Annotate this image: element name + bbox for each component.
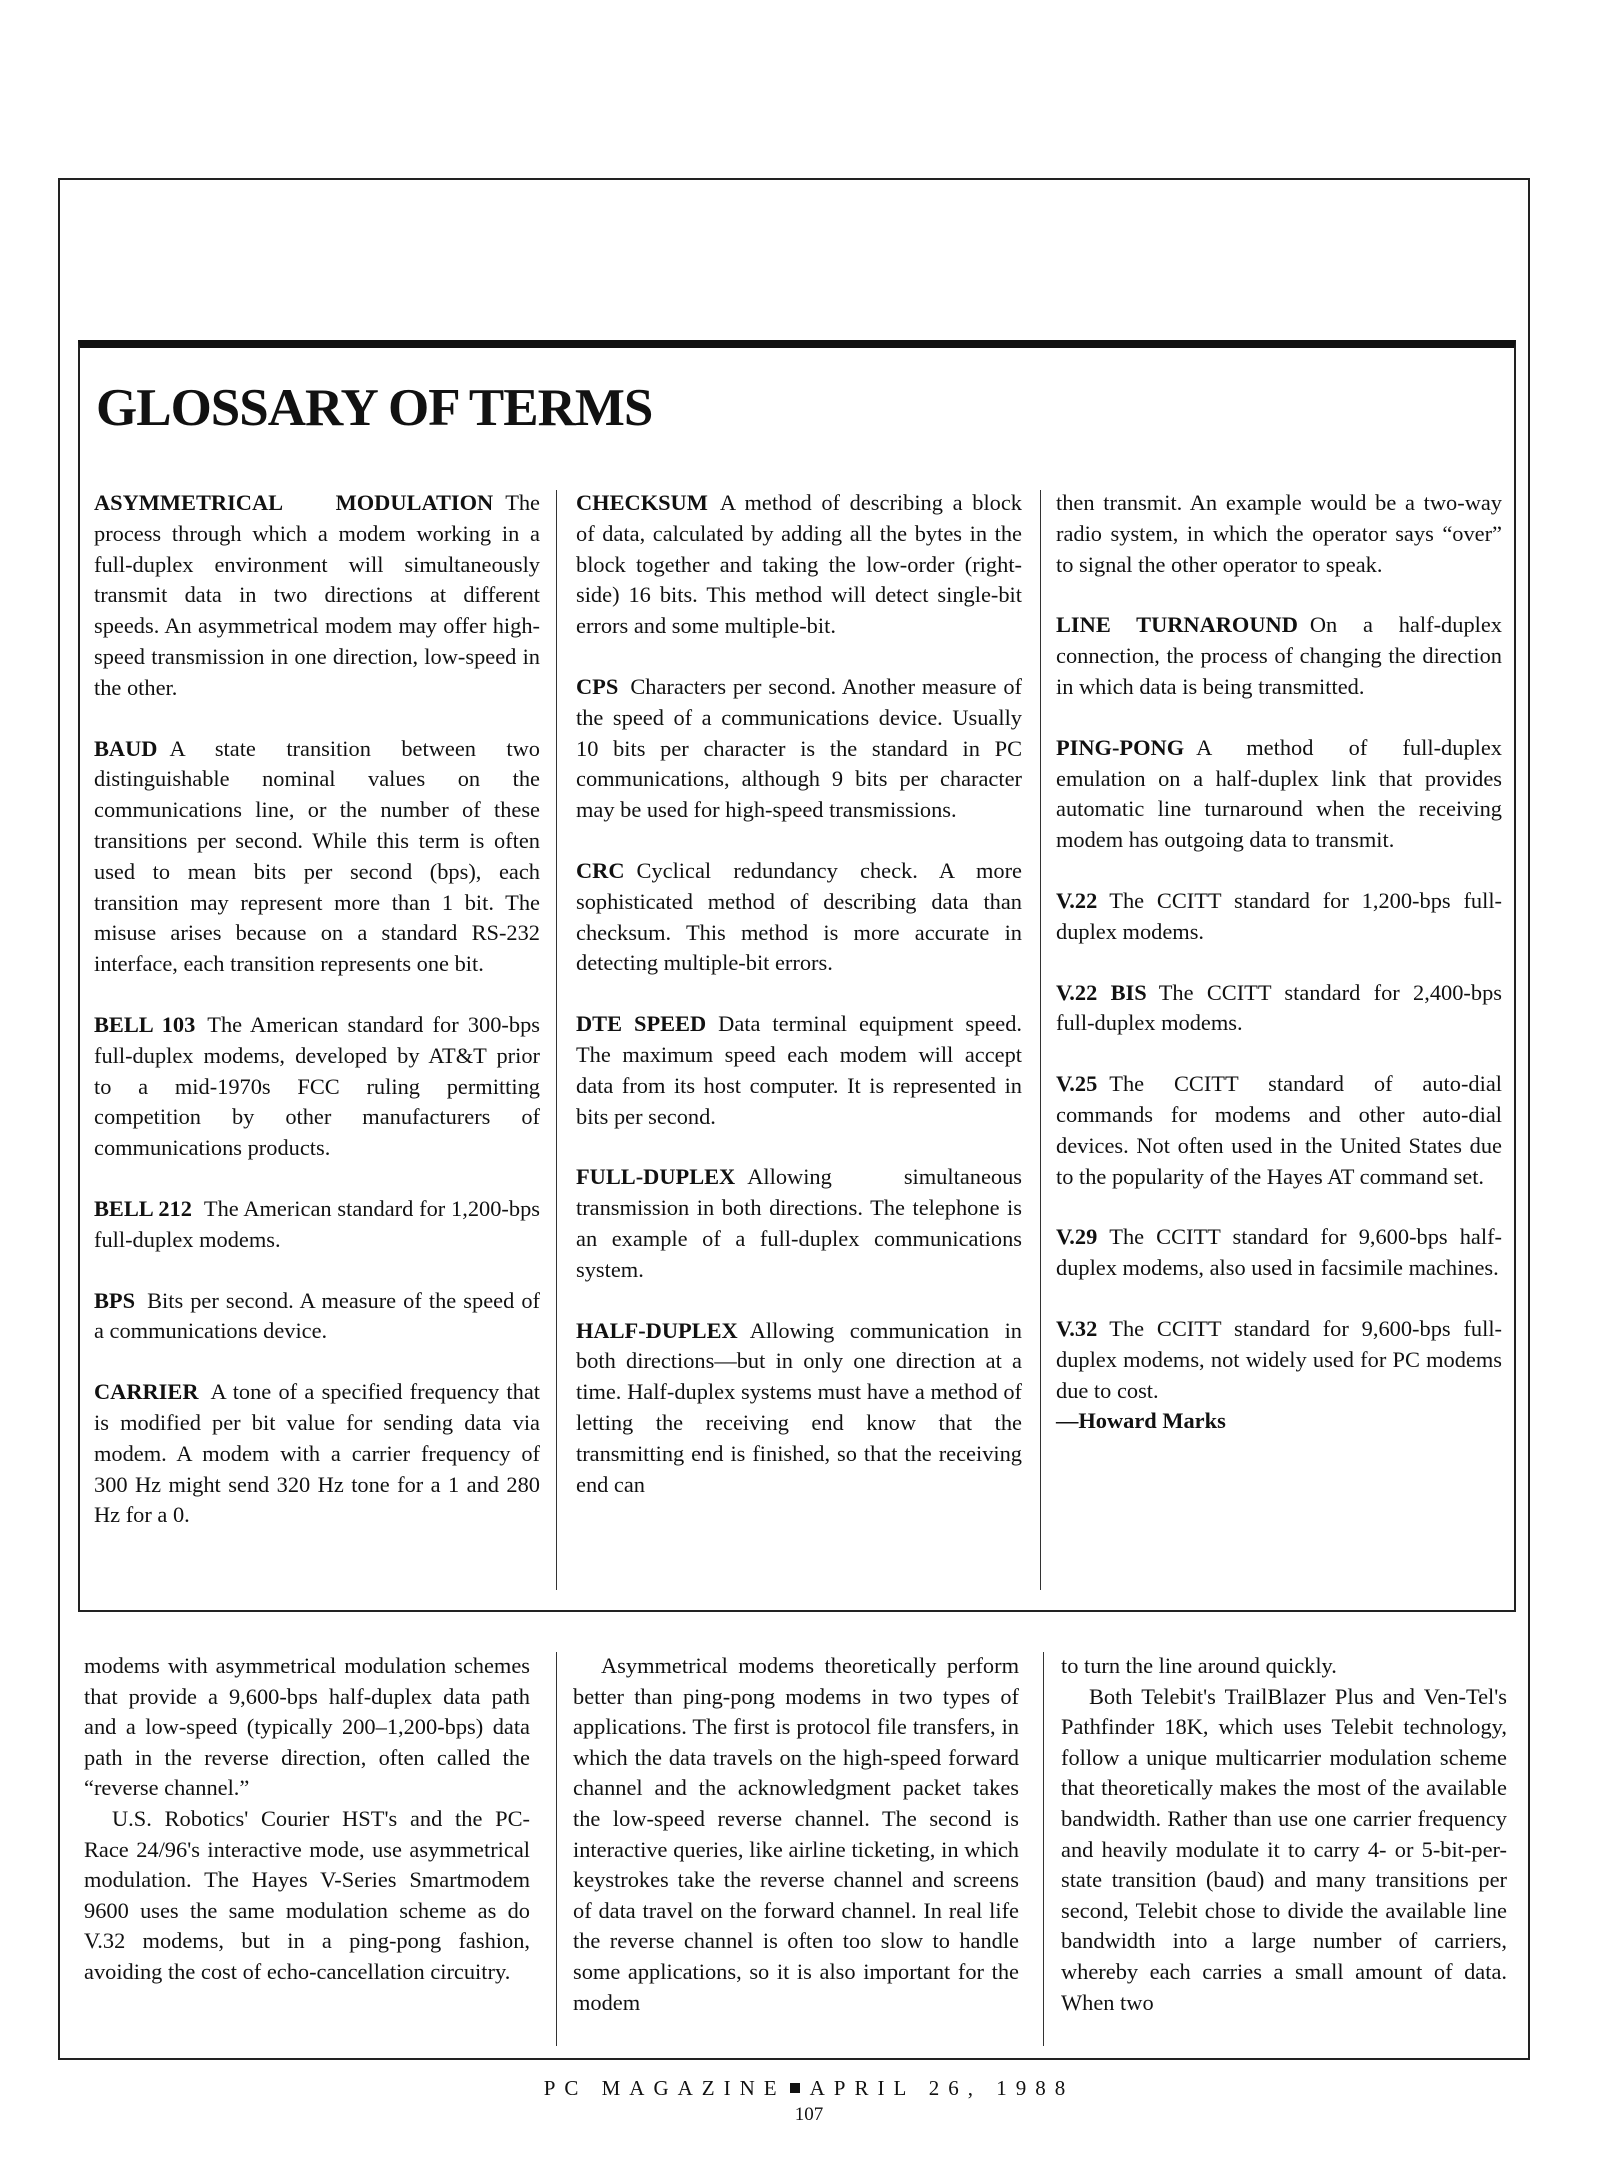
article-column-2 (573, 1651, 1019, 2018)
glossary-term: V.25 (1056, 1071, 1098, 1097)
glossary-definition-continued: then transmit. An example would be a two-way radio system, in which the operator says “over” to signal the other operator to speak. (1056, 490, 1502, 577)
glossary-term: ASYMMETRICAL MODULATION (94, 490, 494, 515)
glossary-column-2 (576, 488, 1022, 1530)
glossary-term: V.29 (1056, 1224, 1098, 1250)
glossary-entry (576, 672, 1022, 826)
glossary-definition: The CCITT standard for 1,200-bps full-duplex modems. (1056, 887, 1502, 944)
glossary-term: BPS (94, 1287, 136, 1313)
glossary-definition: The CCITT standard of auto-dial commands for modems and other auto-dial devices. Not often used in the United States due to the popularity of the Hayes AT command set. (1056, 1071, 1502, 1189)
glossary-term: V.22 BIS (1056, 979, 1147, 1005)
column-divider (556, 1652, 557, 2046)
glossary-term: CRC (576, 857, 625, 883)
glossary-entry (94, 1194, 540, 1256)
glossary-definition: A state transition between two distinguishable nominal values on the communications line, or the number of these transitions per second. While this term is often used to mean bits per second (bps), each transition may represent more than 1 bit. The misuse arises because on a standard RS-232 interface, each transition represents one bit. (94, 735, 540, 977)
glossary-entry (1056, 1314, 1502, 1406)
glossary-entry (94, 488, 540, 704)
glossary-term: LINE TURNAROUND (1056, 612, 1298, 638)
glossary-term: FULL-DUPLEX (576, 1164, 736, 1190)
glossary-entry (1056, 886, 1502, 948)
glossary-definition: The CCITT standard for 9,600-bps half-duplex modems, also used in facsimile machines. (1056, 1224, 1502, 1281)
glossary-term: V.22 (1056, 887, 1098, 913)
column-divider (1043, 1652, 1044, 2046)
column-divider (556, 490, 557, 1590)
glossary-definition: On a half-duplex connection, the process of changing the direction in which data is being transmitted. (1056, 612, 1502, 699)
glossary-term: BAUD (94, 735, 158, 761)
glossary-definition: Cyclical redundancy check. A more sophisticated method of describing data than checksum. This method is more accurate in detecting multiple-bit errors. (576, 857, 1022, 976)
glossary-definition: The process through which a modem working in a full-duplex environment will simultaneously transmit data in two directions at different speeds. An asymmetrical modem may offer high-speed transmission in one direction, low-speed in the other. (94, 490, 540, 700)
glossary-title: GLOSSARY OF TERMS (96, 379, 653, 437)
glossary-term: V.32 (1056, 1315, 1098, 1341)
glossary-definition: Allowing simultaneous transmission in both directions. The telephone is an example of a full-duplex communications system. (576, 1164, 1022, 1282)
glossary-column-3 (1056, 488, 1502, 1437)
bullet-separator-icon (790, 2083, 800, 2093)
glossary-term: BELL 212 (94, 1195, 192, 1221)
article-column-3 (1061, 1651, 1507, 2018)
glossary-entry (576, 1316, 1022, 1501)
glossary-entry (576, 856, 1022, 979)
issue-date: APRIL 26, 1988 (809, 2076, 1075, 2100)
glossary-entry (94, 1377, 540, 1531)
glossary-entry (1056, 978, 1502, 1040)
glossary-entry (576, 1009, 1022, 1132)
glossary-term: CARRIER (94, 1379, 199, 1405)
glossary-entry (94, 1286, 540, 1348)
glossary-definition: A method of full-duplex emulation on a half-duplex link that provides automatic line turnaround when the receiving modem has outgoing data to transmit. (1056, 734, 1502, 853)
glossary-entry (1056, 733, 1502, 856)
glossary-entry (1056, 610, 1502, 702)
glossary-entry (576, 1162, 1022, 1285)
glossary-definition: A method of describing a block of data, calculated by adding all the bytes in the block together and taking the low-order (right-side) 16 bits. This method will detect single-bit errors and some multiple-bit. (576, 490, 1022, 639)
glossary-term: DTE SPEED (576, 1011, 707, 1037)
glossary-definition: The CCITT standard for 2,400-bps full-duplex modems. (1056, 979, 1502, 1036)
glossary-entry (1056, 1222, 1502, 1284)
glossary-entry (1056, 1069, 1502, 1192)
page-footer (0, 2076, 1618, 2101)
glossary-definition: The CCITT standard for 9,600-bps full-duplex modems, not widely used for PC modems due to cost. (1056, 1315, 1502, 1403)
article-paragraph: Asymmetrical modems theoretically perform better than ping-pong modems in two types of applications. The first is protocol file transfers, in which the data travels on the high-speed forward channel and the acknowledgment packet takes the low-speed reverse channel. The second is interactive queries, like airline ticketing, in which keystrokes take the reverse channel and screens of data travel on the forward channel. In real life the reverse channel is often too slow to handle some applications, so it is also important for the modem (573, 1653, 1019, 2015)
glossary-definition: Characters per second. Another measure of the speed of a communications device. Usually 10 bits per character is the standard in PC communications, although 9 bits per character may be used for high-speed transmissions. (576, 673, 1022, 823)
glossary-term: BELL 103 (94, 1011, 196, 1037)
article-paragraph: U.S. Robotics' Courier HST's and the PC-Race 24/96's interactive mode, use asymmetrical modulation. The Hayes V-Series Smartmodem 9600 uses the same modulation scheme as do V.32 modems, but in a ping-pong fashion, avoiding the cost of echo-cancellation circuitry. (84, 1805, 530, 1984)
page-number: 107 (794, 2104, 824, 2125)
glossary-column-1 (94, 488, 540, 1561)
glossary-definition: The American standard for 1,200-bps full-duplex modems. (94, 1195, 540, 1252)
glossary-definition: The American standard for 300-bps full-duplex modems, developed by AT&T prior to a mid-1970s FCC ruling permitting competition by other manufacturers of communications products. (94, 1011, 540, 1161)
glossary-entry (576, 488, 1022, 642)
article-paragraph: Both Telebit's TrailBlazer Plus and Ven-Tel's Pathfinder 18K, which uses Telebit technology, follow a unique multicarrier modulation scheme that theoretically makes the most of the available bandwidth. Rather than use one carrier frequency and heavily modulate it to carry 4- or 5-bit-per-state transition (baud) and many transitions per second, Telebit chose to divide the available line bandwidth into a large number of carriers, whereby each carries a small amount of data. When two (1061, 1683, 1507, 2015)
glossary-term: PING-PONG (1056, 734, 1185, 760)
glossary-term: CPS (576, 673, 619, 699)
article-column-1 (84, 1651, 530, 1988)
article-paragraph: to turn the line around quickly. (1061, 1653, 1337, 1678)
article-paragraph: modems with asymmetrical modulation schemes that provide a 9,600-bps half-duplex data path and a low-speed (typically 200–1,200-bps) data path in the reverse direction, often called the “reverse channel.” (84, 1653, 530, 1801)
magazine-name: PC MAGAZINE (543, 2076, 786, 2100)
author-signature: —Howard Marks (1056, 1408, 1226, 1434)
glossary-definition: A tone of a specified frequency that is modified per bit value for sending data via modem. A modem with a carrier frequency of 300 Hz might send 320 Hz tone for a 1 and 280 Hz for a 0. (94, 1379, 540, 1528)
glossary-definition: Data terminal equipment speed. The maximum speed each modem will accept data from its host computer. It is represented in bits per second. (576, 1011, 1022, 1129)
glossary-definition: Bits per second. A measure of the speed of a communications device. (94, 1287, 540, 1344)
glossary-entry (94, 1010, 540, 1164)
column-divider (1040, 490, 1041, 1590)
glossary-term: HALF-DUPLEX (576, 1317, 738, 1343)
glossary-term: CHECKSUM (576, 490, 708, 515)
glossary-entry (1056, 488, 1502, 580)
glossary-definition: Allowing communication in both directions—but in only one direction at a time. Half-duplex systems must have a method of letting the receiving end know that the transmitting end is finished, so that the receiving end can (576, 1317, 1022, 1497)
glossary-entry (94, 734, 540, 980)
